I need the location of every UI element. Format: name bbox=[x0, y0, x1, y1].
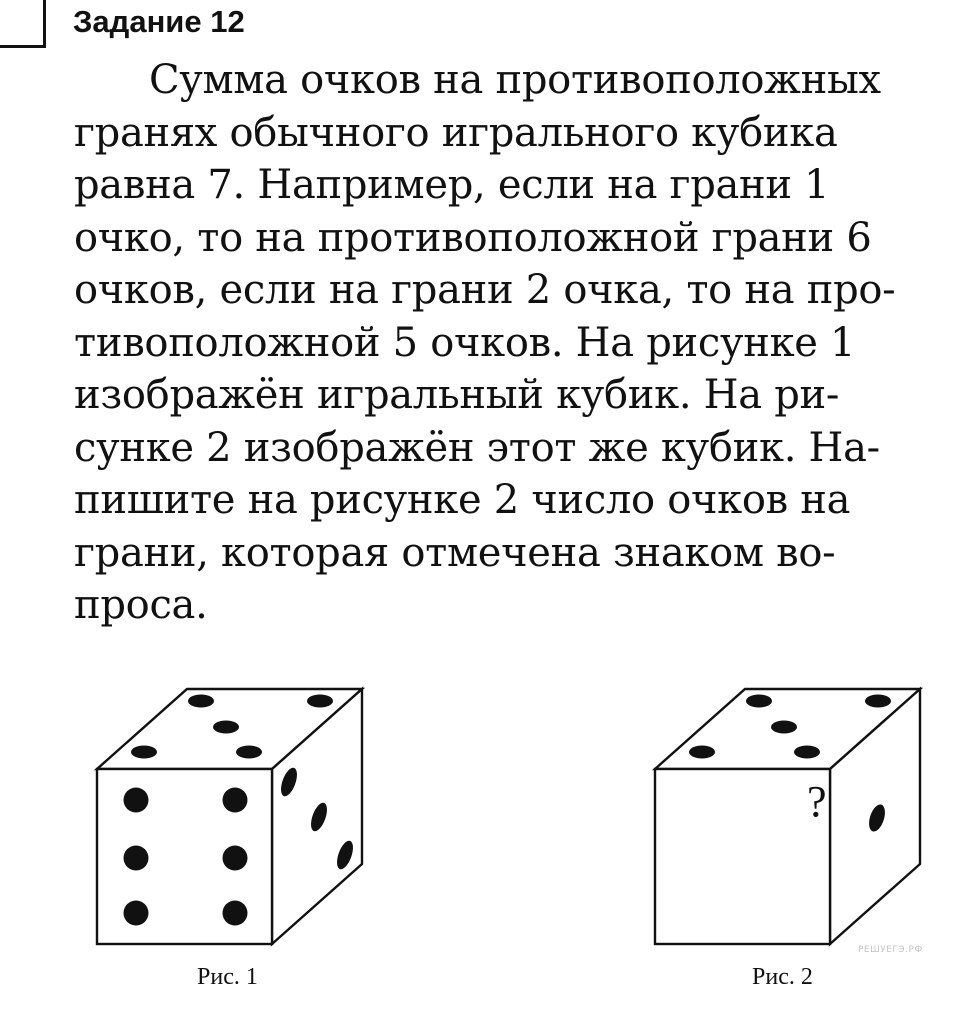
dice-figure-2 bbox=[650, 684, 925, 949]
problem-line: изображён игральный кубик. На ри- bbox=[74, 372, 840, 418]
problem-line: гранях обычного игрального кубика bbox=[74, 109, 838, 156]
figure-1-caption: Рис. 1 bbox=[197, 964, 258, 990]
figure-2-caption: Рис. 2 bbox=[752, 964, 813, 990]
dice-figure-1 bbox=[92, 684, 367, 949]
problem-line: очко, то на противоположной грани 6 bbox=[74, 214, 872, 261]
dice-2-front-face bbox=[655, 769, 830, 944]
task-number-box bbox=[0, 0, 46, 48]
problem-statement bbox=[74, 54, 954, 632]
watermark: РЕШУЕГЭ.РФ bbox=[858, 945, 923, 955]
problem-line: очков, если на грани 2 очка, то на про- bbox=[74, 267, 896, 313]
question-mark: ? bbox=[807, 777, 827, 826]
dice-2-drawing bbox=[650, 684, 925, 949]
problem-line: проса. bbox=[74, 582, 208, 628]
problem-line: грани, которая отмечена знаком во- bbox=[74, 529, 836, 576]
dice-1-drawing bbox=[92, 684, 367, 949]
problem-line: равна 7. Например, если на грани 1 bbox=[74, 162, 830, 208]
problem-line: сунке 2 изображён этот же кубик. На- bbox=[74, 424, 880, 471]
problem-line: тивоположной 5 очков. На рисунке 1 bbox=[74, 319, 856, 366]
problem-line: Сумма очков на противоположных bbox=[149, 57, 881, 103]
task-title: Задание 12 bbox=[73, 4, 245, 39]
problem-line: пишите на рисунке 2 число очков на bbox=[74, 477, 851, 523]
